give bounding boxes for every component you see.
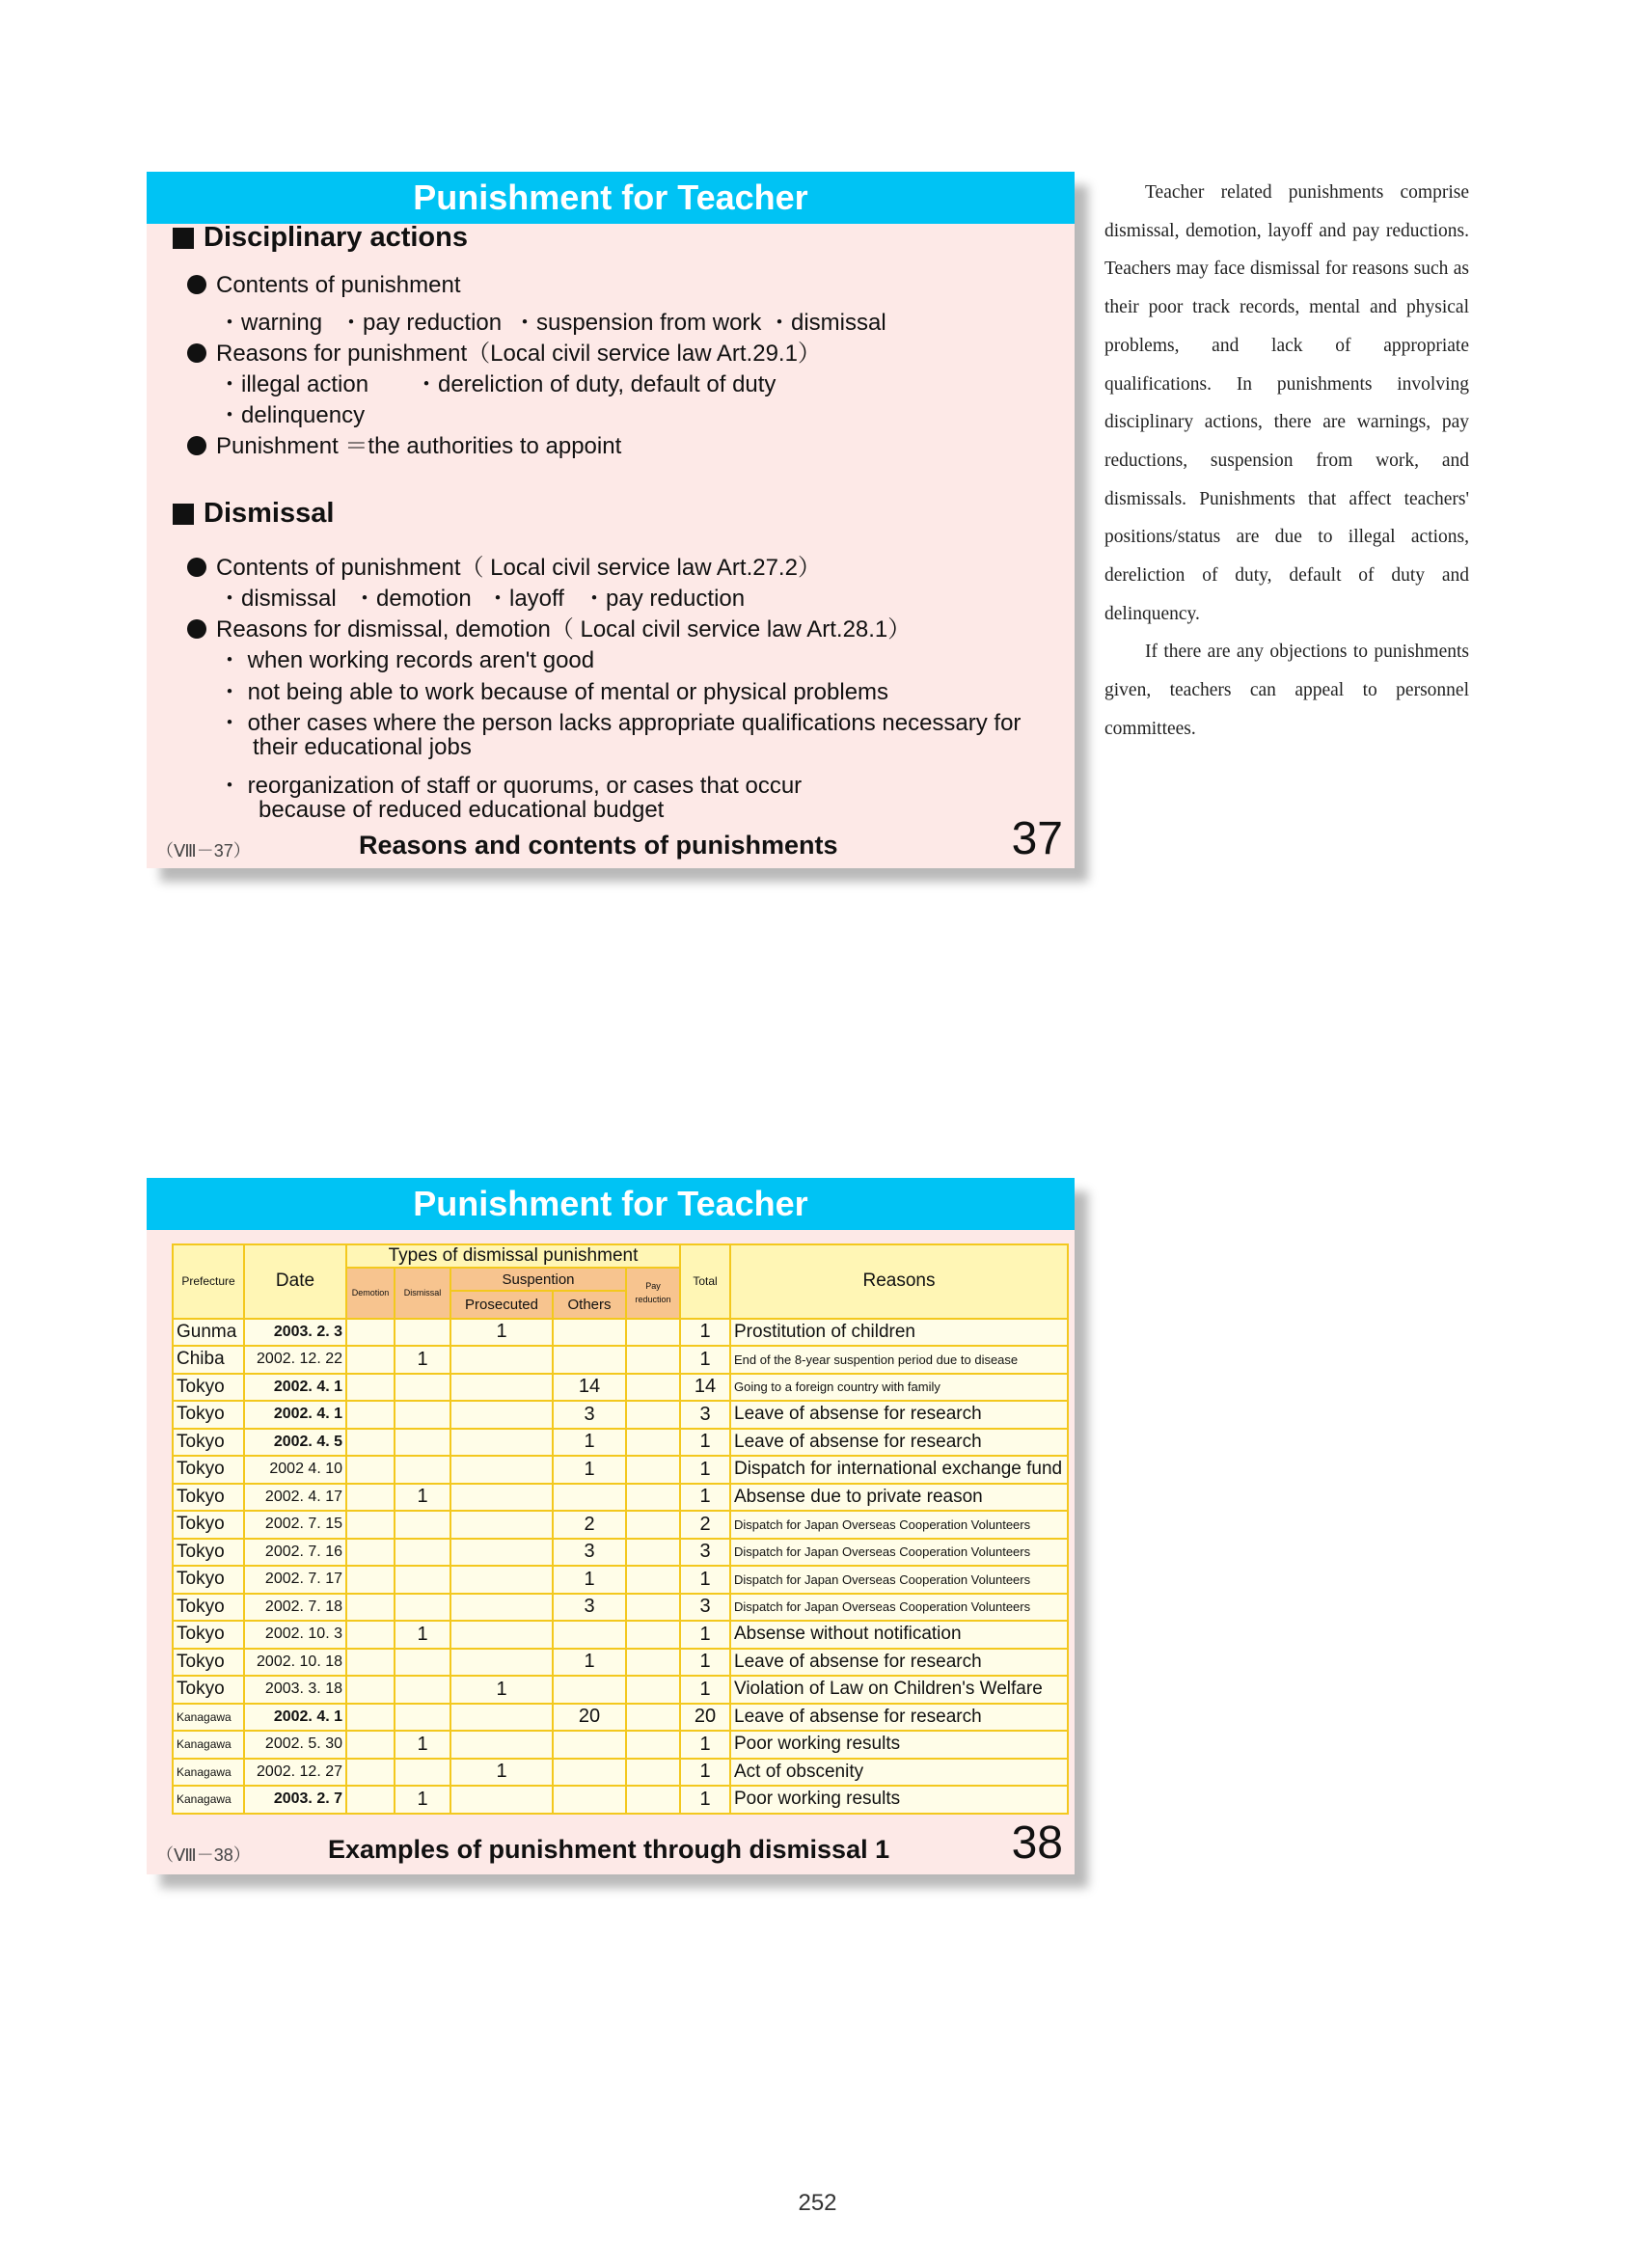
cell-total: 2 xyxy=(680,1511,730,1539)
cell-pay-reduction xyxy=(626,1456,680,1484)
slide-dismissal-examples xyxy=(147,1178,1075,1874)
table-row xyxy=(173,1566,1068,1594)
cell-demotion xyxy=(346,1456,395,1484)
cell-date: 2002 4. 10 xyxy=(244,1456,346,1484)
table-row xyxy=(173,1594,1068,1622)
cell-prefecture: Tokyo xyxy=(173,1676,244,1704)
cell-demotion xyxy=(346,1346,395,1374)
cell-prosecuted xyxy=(450,1484,553,1512)
cell-date: 2002. 4. 17 xyxy=(244,1484,346,1512)
cell-prefecture: Kanagawa xyxy=(173,1704,244,1732)
bullet-contents: Contents of punishment xyxy=(187,272,461,299)
cell-prefecture: Tokyo xyxy=(173,1594,244,1622)
item: their educational jobs xyxy=(253,734,472,760)
cell-prosecuted xyxy=(450,1456,553,1484)
cell-prosecuted xyxy=(450,1374,553,1402)
cell-reason: End of the 8-year suspention period due to disease xyxy=(730,1346,1068,1374)
cell-total: 1 xyxy=(680,1319,730,1347)
header-dismissal: Dismissal xyxy=(395,1268,450,1319)
slide-number: 37 xyxy=(1011,813,1063,864)
cell-others xyxy=(553,1676,626,1704)
item: ・dereliction of duty, default of duty xyxy=(415,371,777,397)
cell-prefecture: Tokyo xyxy=(173,1649,244,1677)
cell-date: 2003. 2. 3 xyxy=(244,1319,346,1347)
cell-total: 1 xyxy=(680,1621,730,1649)
cell-demotion xyxy=(346,1539,395,1567)
cell-others: 20 xyxy=(553,1704,626,1732)
table-body xyxy=(173,1319,1068,1814)
cell-pay-reduction xyxy=(626,1759,680,1787)
cell-pay-reduction xyxy=(626,1566,680,1594)
cell-dismissal xyxy=(395,1456,450,1484)
cell-demotion xyxy=(346,1319,395,1347)
cell-dismissal xyxy=(395,1539,450,1567)
cell-reason: Prostitution of children xyxy=(730,1319,1068,1347)
table-row xyxy=(173,1786,1068,1814)
item: ・pay reduction xyxy=(583,586,746,612)
header-types: Types of dismissal punishment xyxy=(346,1244,680,1268)
cell-dismissal: 1 xyxy=(395,1346,450,1374)
cell-dismissal xyxy=(395,1704,450,1732)
slide-title: Punishment for Teacher xyxy=(147,172,1075,224)
item: ・ not being able to work because of mental or physical problems xyxy=(218,679,889,705)
table-row xyxy=(173,1346,1068,1374)
section-heading-disciplinary: Disciplinary actions xyxy=(173,222,468,254)
cell-prosecuted xyxy=(450,1621,553,1649)
cell-dismissal xyxy=(395,1319,450,1347)
cell-prefecture: Tokyo xyxy=(173,1456,244,1484)
cell-demotion xyxy=(346,1566,395,1594)
cell-others: 1 xyxy=(553,1566,626,1594)
cell-reason: Poor working results xyxy=(730,1786,1068,1814)
cell-others: 1 xyxy=(553,1649,626,1677)
cell-date: 2002. 12. 27 xyxy=(244,1759,346,1787)
cell-dismissal xyxy=(395,1429,450,1457)
cell-others xyxy=(553,1319,626,1347)
cell-reason: Absense without notification xyxy=(730,1621,1068,1649)
cell-pay-reduction xyxy=(626,1786,680,1814)
cell-dismissal: 1 xyxy=(395,1484,450,1512)
cell-date: 2002. 10. 18 xyxy=(244,1649,346,1677)
cell-prosecuted xyxy=(450,1594,553,1622)
item: ・delinquency xyxy=(218,402,366,428)
slide-caption: Reasons and contents of punishments xyxy=(359,831,838,860)
cell-total: 3 xyxy=(680,1594,730,1622)
cell-total: 1 xyxy=(680,1676,730,1704)
cell-reason: Leave of absense for research xyxy=(730,1401,1068,1429)
cell-total: 1 xyxy=(680,1456,730,1484)
cell-dismissal xyxy=(395,1511,450,1539)
cell-pay-reduction xyxy=(626,1594,680,1622)
cell-demotion xyxy=(346,1676,395,1704)
cell-others: 1 xyxy=(553,1456,626,1484)
cell-prefecture: Gunma xyxy=(173,1319,244,1347)
cell-pay-reduction xyxy=(626,1429,680,1457)
header-suspension: Suspention xyxy=(450,1268,626,1291)
cell-reason: Poor working results xyxy=(730,1731,1068,1759)
item: ・illegal action xyxy=(218,371,369,397)
cell-date: 2002. 7. 17 xyxy=(244,1566,346,1594)
item: ・suspension from work xyxy=(513,310,762,336)
bullet-reasons: Reasons for punishment（Local civil service law Art.29.1） xyxy=(187,334,821,368)
table-row xyxy=(173,1319,1068,1347)
cell-total: 1 xyxy=(680,1649,730,1677)
cell-prosecuted xyxy=(450,1731,553,1759)
cell-dismissal xyxy=(395,1594,450,1622)
table-row xyxy=(173,1731,1068,1759)
slide-title: Punishment for Teacher xyxy=(147,1178,1075,1230)
cell-others: 14 xyxy=(553,1374,626,1402)
header-date: Date xyxy=(244,1244,346,1319)
cell-prefecture: Tokyo xyxy=(173,1566,244,1594)
cell-demotion xyxy=(346,1731,395,1759)
cell-demotion xyxy=(346,1511,395,1539)
cell-reason: Dispatch for Japan Overseas Cooperation Volunteers xyxy=(730,1594,1068,1622)
paragraph: Teacher related punishments comprise dismissal, demotion, layoff and pay reductions. Teachers may face dismissal for reasons such as their poor track records, mental and physical problems, and lack of appropriate qualifications. In punishments involving disciplinary actions, there are warnings, pay reductions, suspension from work, and dismissals. Punishments that affect teachers' positions/status are due to illegal actions, dereliction of duty, default of duty and delinquency. xyxy=(1104,182,1469,624)
cell-total: 1 xyxy=(680,1731,730,1759)
cell-reason: Dispatch for Japan Overseas Cooperation Volunteers xyxy=(730,1566,1068,1594)
cell-demotion xyxy=(346,1704,395,1732)
cell-reason: Absense due to private reason xyxy=(730,1484,1068,1512)
cell-reason: Dispatch for international exchange fund xyxy=(730,1456,1068,1484)
cell-prosecuted: 1 xyxy=(450,1319,553,1347)
square-bullet-icon xyxy=(173,504,194,525)
cell-prefecture: Tokyo xyxy=(173,1429,244,1457)
cell-others: 3 xyxy=(553,1594,626,1622)
cell-demotion xyxy=(346,1649,395,1677)
item: ・demotion xyxy=(353,586,472,612)
cell-pay-reduction xyxy=(626,1676,680,1704)
cell-prosecuted xyxy=(450,1346,553,1374)
cell-total: 3 xyxy=(680,1401,730,1429)
cell-others: 1 xyxy=(553,1429,626,1457)
cell-dismissal xyxy=(395,1676,450,1704)
bullet-icon xyxy=(187,558,206,577)
cell-others xyxy=(553,1786,626,1814)
item: ・layoff xyxy=(486,586,564,612)
slide-code: （Ⅷ－37） xyxy=(156,841,251,861)
cell-others: 2 xyxy=(553,1511,626,1539)
cell-dismissal xyxy=(395,1401,450,1429)
cell-demotion xyxy=(346,1786,395,1814)
cell-others xyxy=(553,1731,626,1759)
table-row xyxy=(173,1456,1068,1484)
explanatory-text xyxy=(1104,174,1469,749)
cell-date: 2002. 7. 15 xyxy=(244,1511,346,1539)
table-row xyxy=(173,1511,1068,1539)
cell-date: 2002. 4. 1 xyxy=(244,1374,346,1402)
cell-total: 1 xyxy=(680,1346,730,1374)
page-number: 252 xyxy=(798,2190,837,2216)
cell-date: 2002. 5. 30 xyxy=(244,1731,346,1759)
header-reasons: Reasons xyxy=(730,1244,1068,1319)
cell-total: 1 xyxy=(680,1759,730,1787)
bullet-icon xyxy=(187,619,206,639)
cell-dismissal xyxy=(395,1649,450,1677)
cell-pay-reduction xyxy=(626,1621,680,1649)
cell-pay-reduction xyxy=(626,1401,680,1429)
table-row xyxy=(173,1704,1068,1732)
cell-total: 1 xyxy=(680,1429,730,1457)
cell-prosecuted xyxy=(450,1649,553,1677)
slide-caption: Examples of punishment through dismissal 1 xyxy=(328,1835,890,1864)
table-row xyxy=(173,1676,1068,1704)
table-row xyxy=(173,1759,1068,1787)
item: ・ reorganization of staff or quorums, or cases that occur xyxy=(218,773,803,799)
cell-prosecuted xyxy=(450,1539,553,1567)
cell-demotion xyxy=(346,1759,395,1787)
table-row xyxy=(173,1649,1068,1677)
table-row xyxy=(173,1374,1068,1402)
slide-code: （Ⅷ－38） xyxy=(156,1845,251,1865)
item: ・warning xyxy=(218,310,323,336)
cell-date: 2002. 4. 5 xyxy=(244,1429,346,1457)
cell-date: 2002. 7. 18 xyxy=(244,1594,346,1622)
cell-date: 2002. 7. 16 xyxy=(244,1539,346,1567)
bullet-contents: Contents of punishment（ Local civil service law Art.27.2） xyxy=(187,548,821,582)
cell-prefecture: Kanagawa xyxy=(173,1731,244,1759)
cell-pay-reduction xyxy=(626,1704,680,1732)
item: ・pay reduction xyxy=(340,310,503,336)
header-others: Others xyxy=(553,1291,626,1319)
cell-demotion xyxy=(346,1484,395,1512)
bullet-reasons: Reasons for dismissal, demotion（ Local civil service law Art.28.1） xyxy=(187,610,911,643)
table-row xyxy=(173,1401,1068,1429)
cell-pay-reduction xyxy=(626,1484,680,1512)
item: ・ when working records aren't good xyxy=(218,647,595,673)
cell-pay-reduction xyxy=(626,1539,680,1567)
cell-prosecuted: 1 xyxy=(450,1676,553,1704)
cell-date: 2003. 2. 7 xyxy=(244,1786,346,1814)
item: ・ other cases where the person lacks appropriate qualifications necessary for xyxy=(218,710,1022,736)
cell-total: 3 xyxy=(680,1539,730,1567)
cell-dismissal xyxy=(395,1759,450,1787)
cell-others xyxy=(553,1346,626,1374)
cell-others xyxy=(553,1621,626,1649)
cell-date: 2002. 4. 1 xyxy=(244,1704,346,1732)
item: because of reduced educational budget xyxy=(259,797,665,823)
cell-demotion xyxy=(346,1374,395,1402)
cell-date: 2002. 12. 22 xyxy=(244,1346,346,1374)
cell-dismissal xyxy=(395,1566,450,1594)
cell-others xyxy=(553,1759,626,1787)
bullet-icon xyxy=(187,343,206,363)
cell-reason: Going to a foreign country with family xyxy=(730,1374,1068,1402)
cell-total: 1 xyxy=(680,1484,730,1512)
cell-reason: Leave of absense for research xyxy=(730,1429,1068,1457)
cell-date: 2002. 10. 3 xyxy=(244,1621,346,1649)
cell-reason: Dispatch for Japan Overseas Cooperation Volunteers xyxy=(730,1539,1068,1567)
cell-demotion xyxy=(346,1429,395,1457)
bullet-icon xyxy=(187,436,206,455)
section-heading-dismissal: Dismissal xyxy=(173,498,334,530)
cell-prosecuted xyxy=(450,1704,553,1732)
cell-dismissal: 1 xyxy=(395,1786,450,1814)
cell-total: 14 xyxy=(680,1374,730,1402)
header-demotion: Demotion xyxy=(346,1268,395,1319)
cell-prosecuted xyxy=(450,1429,553,1457)
cell-dismissal: 1 xyxy=(395,1731,450,1759)
cell-total: 20 xyxy=(680,1704,730,1732)
cell-pay-reduction xyxy=(626,1374,680,1402)
cell-prefecture: Chiba xyxy=(173,1346,244,1374)
bullet-authority: Punishment ＝the authorities to appoint xyxy=(187,426,621,460)
cell-total: 1 xyxy=(680,1566,730,1594)
slide-reasons-contents xyxy=(147,172,1075,868)
paragraph: If there are any objections to punishments given, teachers can appeal to personnel committees. xyxy=(1104,642,1469,739)
cell-reason: Violation of Law on Children's Welfare xyxy=(730,1676,1068,1704)
header-total: Total xyxy=(680,1244,730,1319)
square-bullet-icon xyxy=(173,228,194,249)
dismissal-table xyxy=(172,1243,1069,1815)
cell-others: 3 xyxy=(553,1401,626,1429)
cell-date: 2003. 3. 18 xyxy=(244,1676,346,1704)
cell-demotion xyxy=(346,1401,395,1429)
cell-dismissal: 1 xyxy=(395,1621,450,1649)
cell-prefecture: Tokyo xyxy=(173,1401,244,1429)
cell-pay-reduction xyxy=(626,1731,680,1759)
cell-pay-reduction xyxy=(626,1511,680,1539)
cell-prefecture: Kanagawa xyxy=(173,1786,244,1814)
item: ・dismissal xyxy=(218,586,337,612)
slide-number: 38 xyxy=(1011,1817,1063,1869)
cell-reason: Dispatch for Japan Overseas Cooperation Volunteers xyxy=(730,1511,1068,1539)
cell-pay-reduction xyxy=(626,1319,680,1347)
header-pay-reduction: Pay reduction xyxy=(626,1268,680,1319)
cell-prefecture: Kanagawa xyxy=(173,1759,244,1787)
header-prosecuted: Prosecuted xyxy=(450,1291,553,1319)
table-row xyxy=(173,1429,1068,1457)
cell-prefecture: Tokyo xyxy=(173,1511,244,1539)
cell-prosecuted xyxy=(450,1511,553,1539)
cell-dismissal xyxy=(395,1374,450,1402)
cell-demotion xyxy=(346,1621,395,1649)
table-row xyxy=(173,1621,1068,1649)
cell-prosecuted xyxy=(450,1401,553,1429)
cell-reason: Leave of absense for research xyxy=(730,1649,1068,1677)
cell-others: 3 xyxy=(553,1539,626,1567)
cell-reason: Leave of absense for research xyxy=(730,1704,1068,1732)
cell-total: 1 xyxy=(680,1786,730,1814)
cell-prefecture: Tokyo xyxy=(173,1374,244,1402)
cell-prosecuted xyxy=(450,1566,553,1594)
cell-others xyxy=(553,1484,626,1512)
item: ・dismissal xyxy=(768,310,886,336)
cell-prosecuted xyxy=(450,1786,553,1814)
header-prefecture: Prefecture xyxy=(173,1244,244,1319)
table-row xyxy=(173,1484,1068,1512)
cell-prefecture: Tokyo xyxy=(173,1484,244,1512)
cell-demotion xyxy=(346,1594,395,1622)
cell-prosecuted: 1 xyxy=(450,1759,553,1787)
cell-prefecture: Tokyo xyxy=(173,1539,244,1567)
bullet-icon xyxy=(187,275,206,294)
table-row xyxy=(173,1539,1068,1567)
cell-pay-reduction xyxy=(626,1346,680,1374)
cell-prefecture: Tokyo xyxy=(173,1621,244,1649)
cell-pay-reduction xyxy=(626,1649,680,1677)
cell-date: 2002. 4. 1 xyxy=(244,1401,346,1429)
cell-reason: Act of obscenity xyxy=(730,1759,1068,1787)
